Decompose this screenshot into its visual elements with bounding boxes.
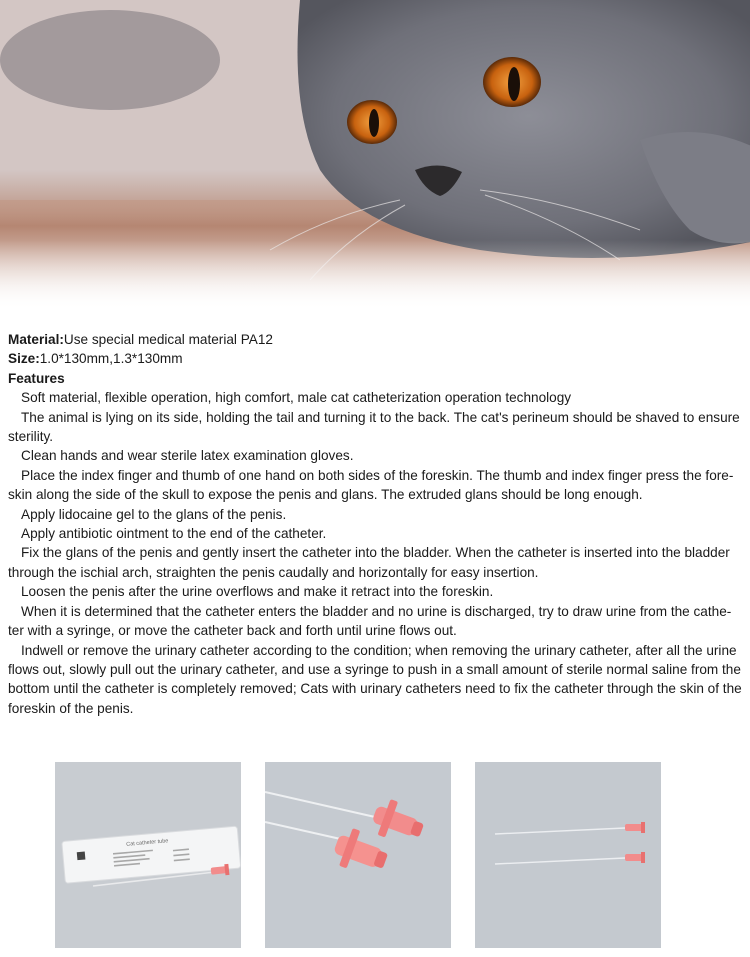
size-line: [8, 349, 742, 368]
feature-item: Place the index finger and thumb of one hand on both sides of the foreskin. The thumb and index finger press the fore-skin along the side of the skull to expose the penis and glans. The extruded glans should be long enough.: [8, 467, 734, 503]
left-pupil: [369, 109, 379, 137]
right-pupil: [508, 67, 520, 101]
feature-item: Apply lidocaine gel to the glans of the penis.: [21, 506, 287, 522]
product-description: [8, 330, 742, 718]
feature-item: The animal is lying on its side, holding the tail and turning it to the back. The cat's perineum should be shaved to ensure sterility.: [8, 409, 740, 445]
feature-item: Fix the glans of the penis and gently insert the catheter into the bladder. When the catheter is inserted into the bladder through the ischial arch, straighten the penis caudally and horizontally for easy insertion.: [8, 545, 730, 580]
material-label: Material:: [8, 332, 64, 347]
catheter-cap-2: [641, 852, 645, 863]
material-value: Use special medical material PA12: [63, 332, 273, 347]
features-heading: Features: [8, 370, 65, 386]
brand-logo-icon: [77, 852, 86, 861]
feature-item: Apply antibiotic ointment to the end of the catheter.: [21, 526, 327, 542]
product-photo-package: [55, 762, 241, 948]
size-label: Size:: [8, 351, 40, 367]
size-value: 1.0*130mm,1.3*130mm: [39, 351, 183, 367]
catheter-cap-1: [641, 822, 645, 833]
feature-item: Clean hands and wear sterile latex examination gloves.: [21, 448, 354, 464]
feature-item: Soft material, flexible operation, high comfort, male cat catheterization operation technology: [21, 390, 572, 406]
blurred-shadow: [0, 10, 220, 110]
feature-item: Loosen the penis after the urine overflows and make it retract into the foreskin.: [21, 584, 494, 600]
hero-cat-image: [0, 0, 750, 310]
catheter-hub-2: [625, 854, 643, 861]
product-photo-catheter-hubs: [265, 762, 451, 948]
feature-item: When it is determined that the catheter enters the bladder and no urine is discharged, try to draw urine from the cathe-ter with a syringe, or move the catheter back and forth until urine flows out.: [8, 603, 732, 639]
material-line: [8, 330, 742, 349]
catheter-hub-1: [625, 824, 643, 831]
bottom-fade: [0, 240, 750, 310]
cat-illustration: [0, 0, 750, 310]
product-photo-two-catheters: [475, 762, 661, 948]
package-label: Cat catheter tube: [126, 838, 169, 848]
feature-item: Indwell or remove the urinary catheter according to the condition; when removing the urinary catheter, after all the urine flows out, slowly pull out the urinary catheter, and use a syringe to push in a small amount of sterile normal saline from the bottom until the catheter is completely removed; Cats with urinary catheters need to fix the catheter through the skin of the foreskin of the penis.: [8, 642, 742, 716]
